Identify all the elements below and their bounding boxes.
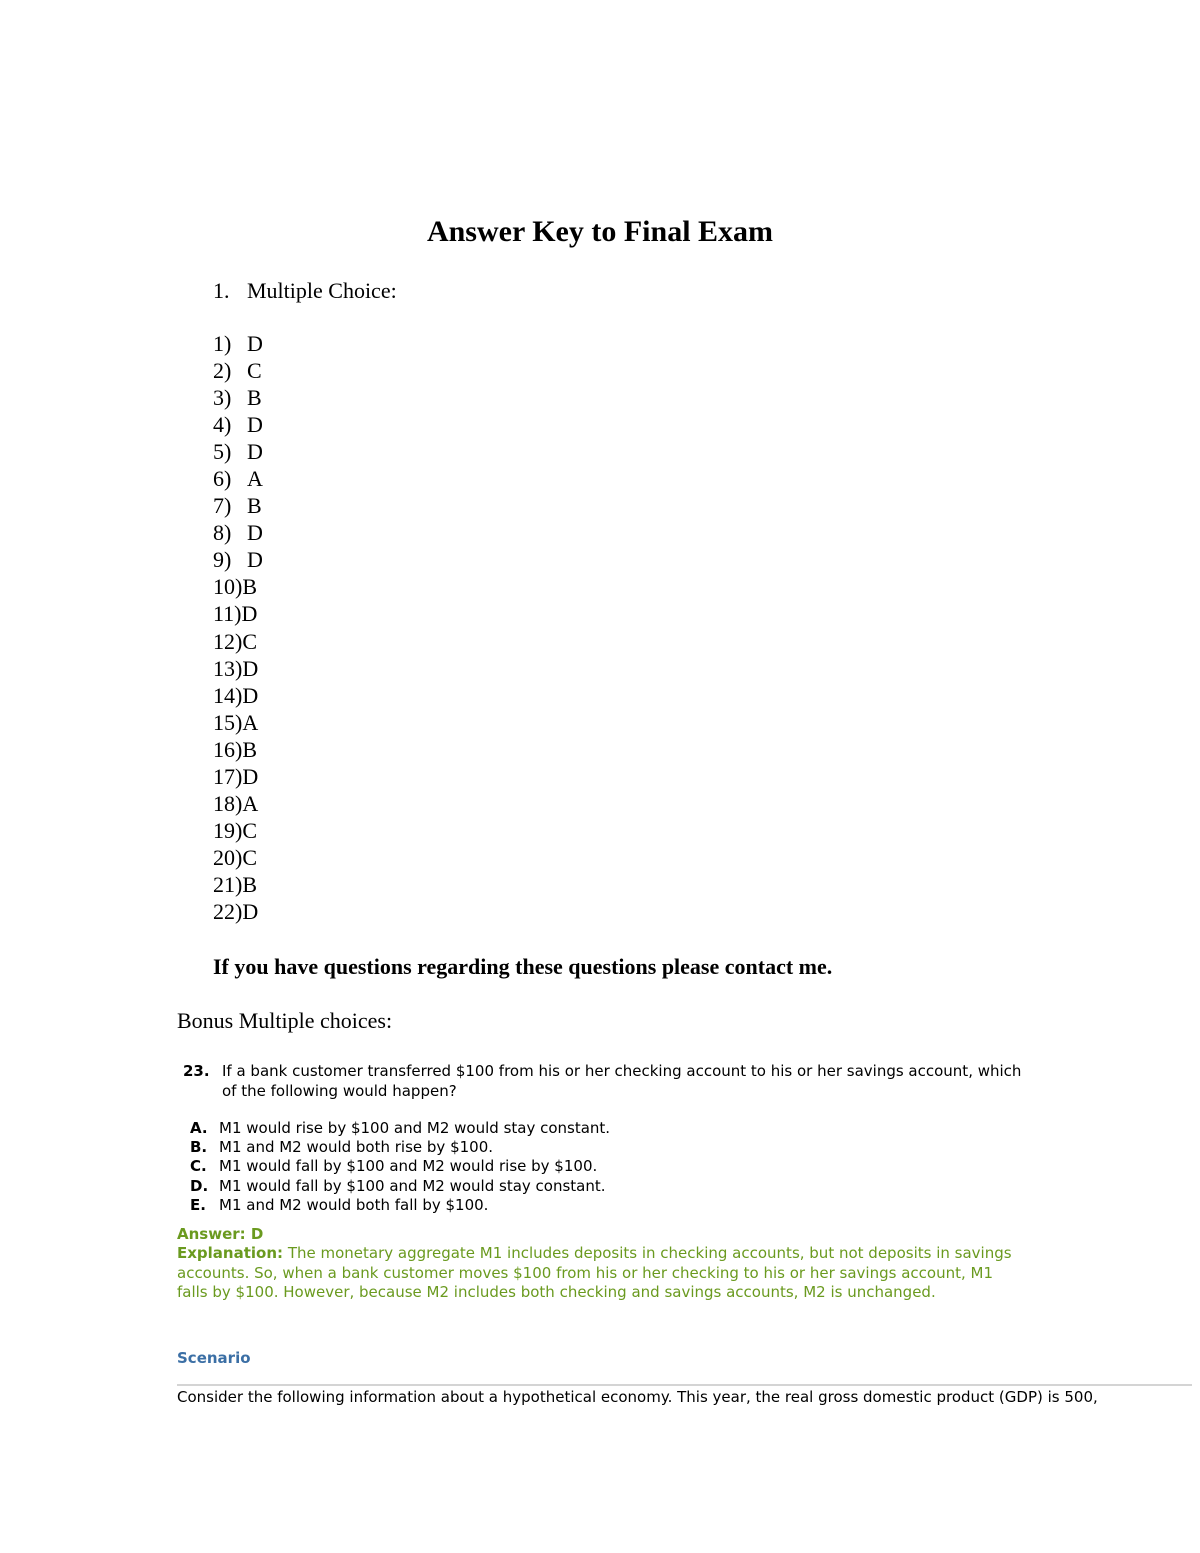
option-text: M1 and M2 would both rise by $100. [219,1138,494,1157]
answer-item [213,438,263,465]
option-text: M1 would fall by $100 and M2 would stay constant. [219,1176,606,1195]
answer-letter: C [242,844,258,870]
answer-block [177,1225,1017,1303]
option-text: M1 would fall by $100 and M2 would rise by $100. [219,1157,598,1176]
answer-item [213,898,263,925]
answer-number: 17) [213,763,243,789]
bonus-heading: Bonus Multiple choices: [177,1008,393,1033]
option-item [190,1138,610,1157]
answer-item [213,573,263,600]
answer-letter: D [247,520,263,546]
page-title: Answer Key to Final Exam [426,215,774,248]
answer-item [213,709,263,736]
answer-letter: D [242,898,259,924]
answer-letter: B [242,736,258,762]
option-text: M1 and M2 would both fall by $100. [219,1195,489,1214]
answer-letter: D [242,655,259,681]
answer-item [213,465,263,492]
answer-number: 12) [213,628,243,654]
answer-number: 4) [213,412,232,438]
answer-letter: B [247,385,262,411]
option-letter: B. [190,1138,208,1157]
option-item [190,1157,610,1176]
answer-letter: A [242,709,259,735]
answer-number: 3) [213,385,232,411]
answer-number: 5) [213,439,232,465]
answer-number: 6) [213,466,232,492]
answer-letter: C [242,817,258,843]
question-number: 23. [183,1062,210,1080]
answer-letter: C [242,628,258,654]
answer-item [213,492,263,519]
answer-number: 20) [213,844,243,870]
answer-letter: B [242,871,258,897]
answer-number: 14) [213,682,243,708]
answer-number: 21) [213,871,243,897]
answer-item [213,682,263,709]
scenario-heading: Scenario [177,1349,251,1367]
answer-item [213,763,263,790]
option-text: M1 would rise by $100 and M2 would stay constant. [219,1119,611,1137]
explanation-text: The monetary aggregate M1 includes deposits in checking accounts, but not deposits in savings accounts. So, when a bank customer moves $100 from his or her checking to his or her savings account, M1 falls by $100. However, because M2 includes both checking and savings accounts, M2 is unchanged. [177,1244,1012,1302]
scenario-text: Consider the following information about a hypothetical economy. This year, the real gross domestic product (GDP) is 500, [177,1388,1098,1406]
answer-letter: C [247,358,262,384]
answer-letter: D [247,547,263,573]
answer-item [213,736,263,763]
question-text: If a bank customer transferred $100 from his or her checking account to his or her savings account, which of the following would happen? [222,1062,1022,1100]
answer-item [213,655,263,682]
answer-letter: D [247,439,263,465]
answer-number: 7) [213,493,232,519]
answer-number: 9) [213,547,232,573]
answer-list [213,330,263,925]
contact-note: If you have questions regarding these questions please contact me. [213,954,833,979]
option-letter: E. [190,1195,206,1214]
answer-item [213,357,263,384]
answer-letter: D [242,682,259,708]
answer-number: 16) [213,736,243,762]
explanation-label: Explanation: [177,1244,284,1263]
section-heading-multiple-choice [213,276,397,306]
option-list [190,1119,610,1215]
answer-letter: A [242,790,259,816]
option-item [190,1119,610,1138]
answer-number: 10) [213,574,243,600]
answer-item [213,628,263,655]
answer-number: 1) [213,331,232,356]
answer-number: 8) [213,520,232,546]
option-item [190,1177,610,1196]
answer-item [213,546,263,573]
answer-number: 19) [213,817,243,843]
answer-item [213,844,263,871]
answer-letter: D [247,412,263,438]
divider [177,1384,1192,1386]
question-23 [177,1061,1037,1101]
answer-line: Answer: D [177,1225,264,1243]
explanation-paragraph [177,1244,1017,1302]
option-letter: D. [190,1176,209,1195]
answer-letter: D [242,763,259,789]
answer-item [213,817,263,844]
section-number: 1. [213,278,230,303]
answer-letter: A [247,466,263,492]
answer-number: 2) [213,358,232,384]
option-letter: A. [190,1119,208,1137]
answer-item [213,871,263,898]
option-item [190,1196,610,1215]
answer-item [213,330,263,357]
answer-letter: B [242,574,258,600]
answer-number: 15) [213,709,243,735]
answer-number: 11) [213,601,242,627]
answer-item [213,600,263,627]
section-label: Multiple Choice: [247,278,397,303]
answer-number: 13) [213,655,243,681]
answer-letter: B [247,493,262,519]
answer-item [213,790,263,817]
answer-letter: D [241,601,258,627]
answer-letter: D [247,331,263,356]
option-letter: C. [190,1157,207,1176]
answer-number: 22) [213,898,243,924]
answer-item [213,519,263,546]
answer-number: 18) [213,790,243,816]
answer-item [213,384,263,411]
answer-item [213,411,263,438]
